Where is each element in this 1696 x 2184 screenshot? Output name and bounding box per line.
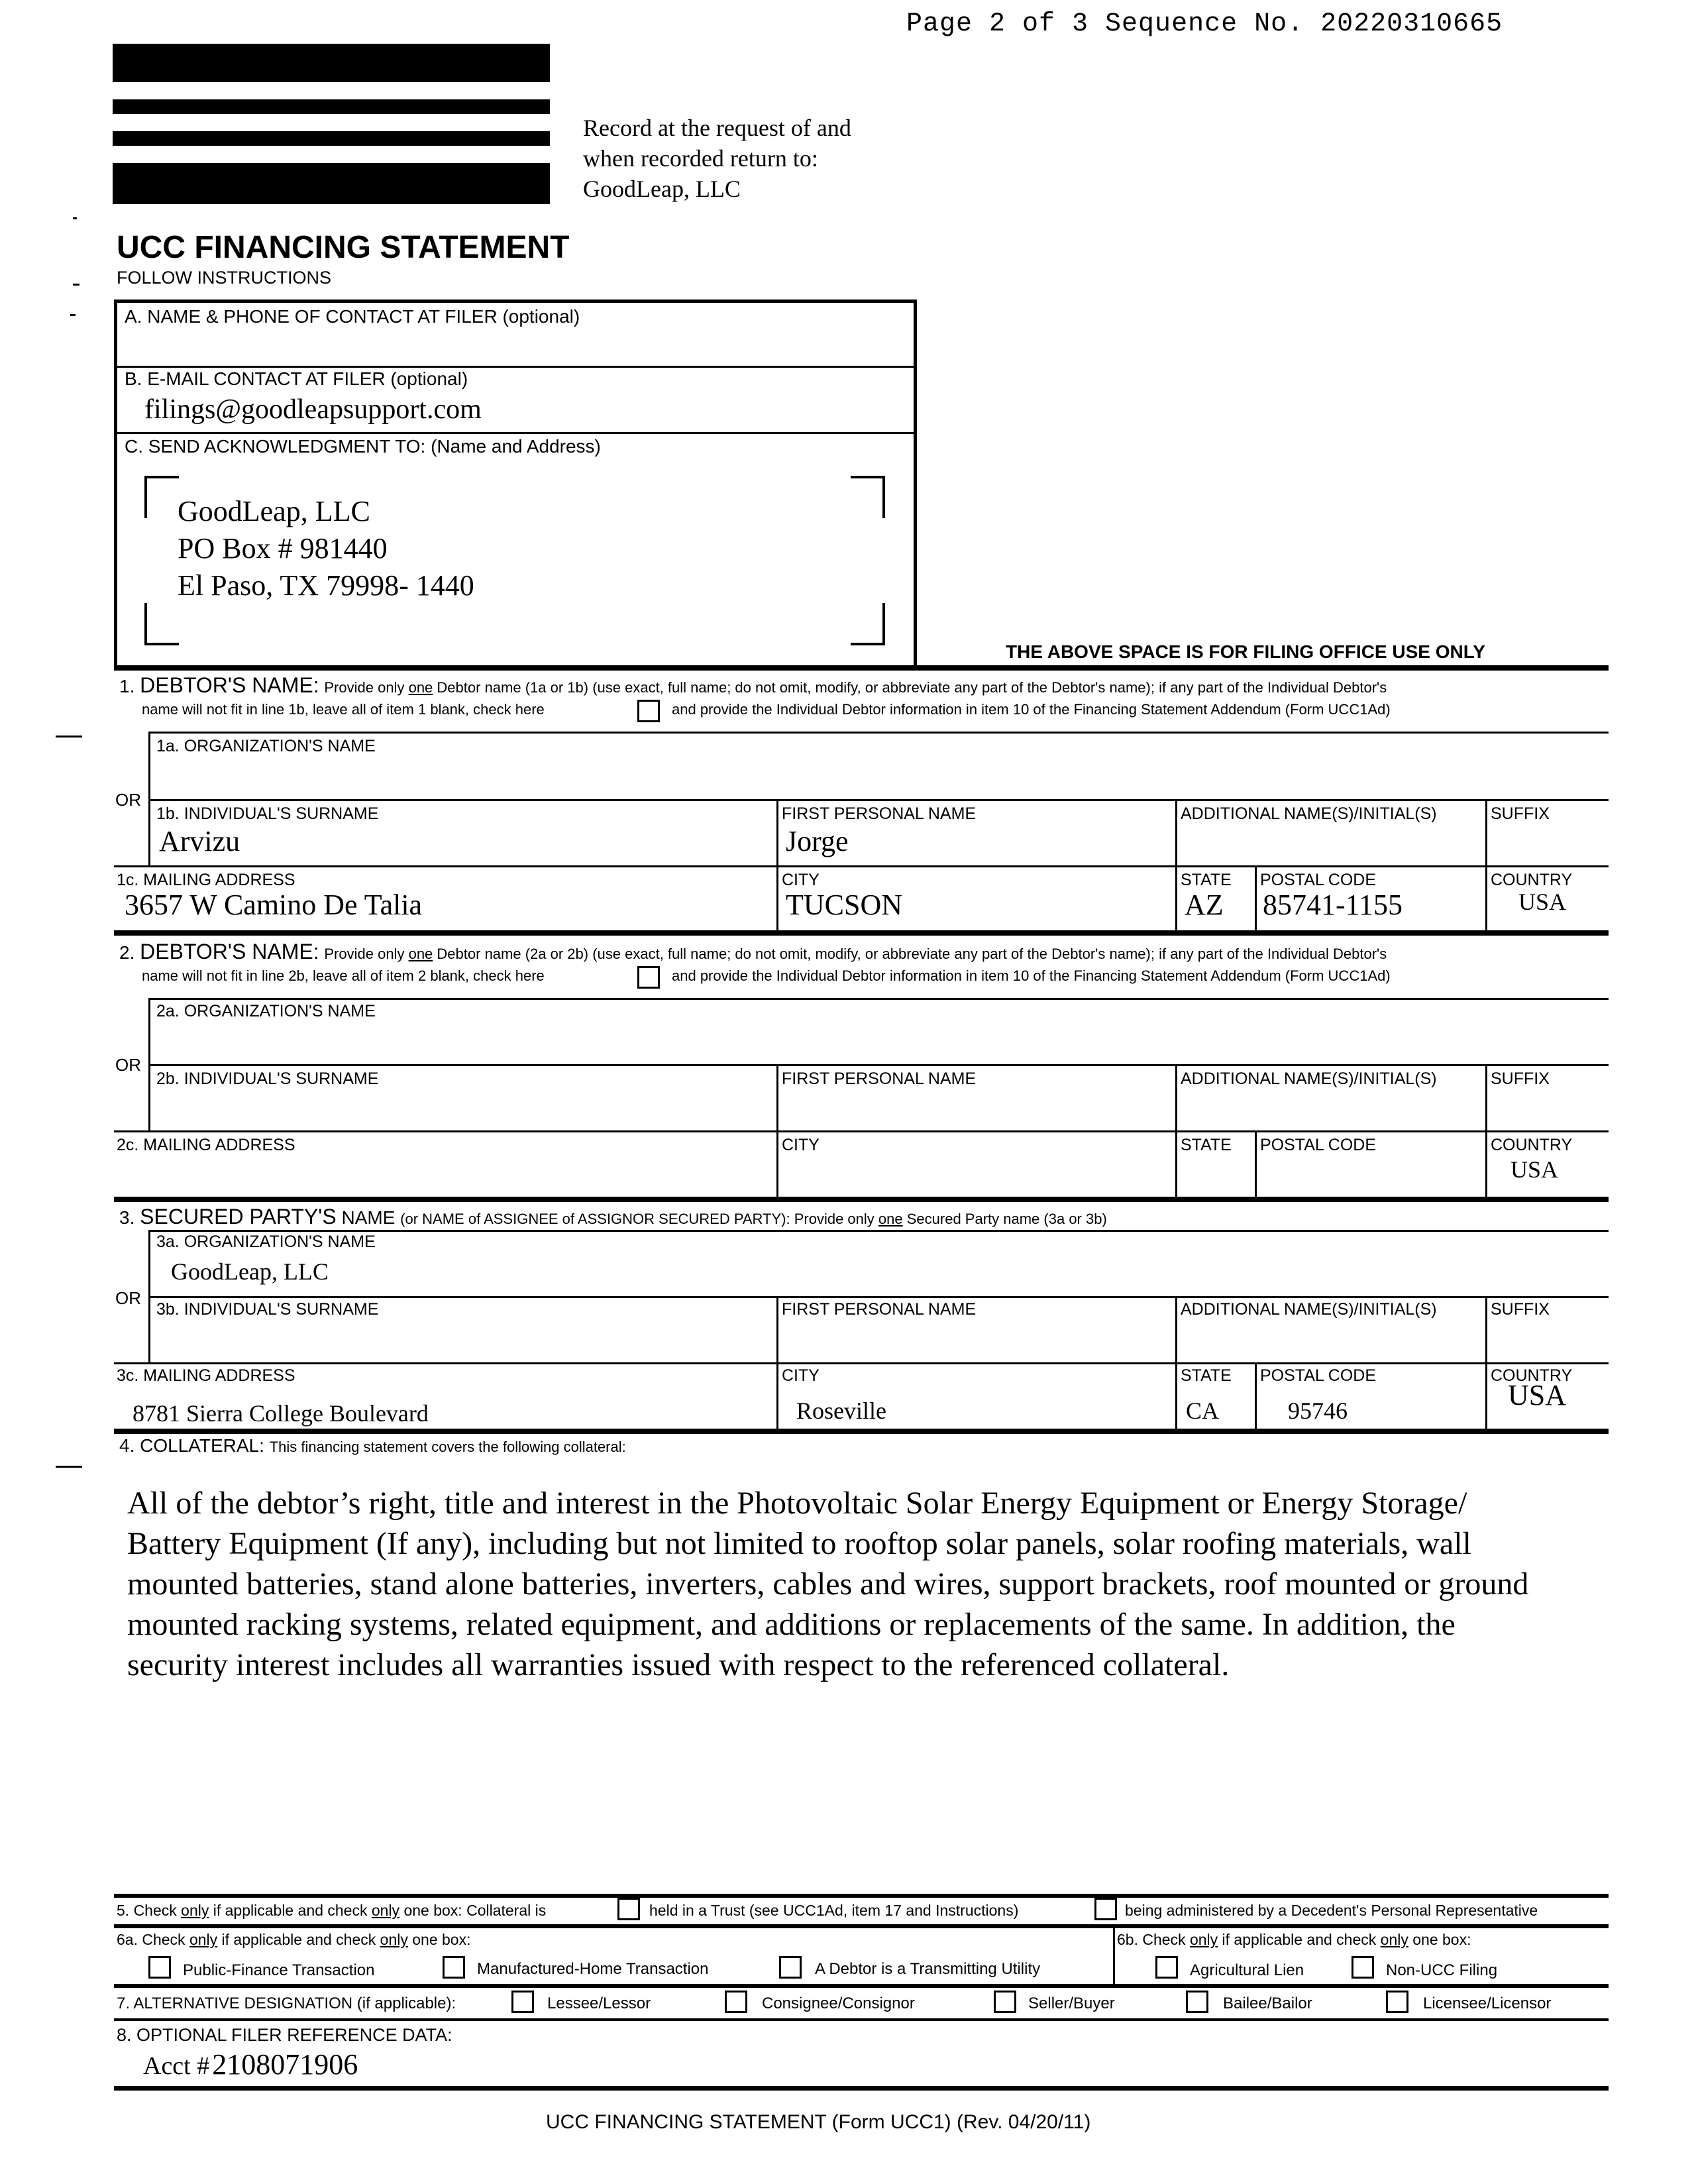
or-label: OR bbox=[115, 1288, 141, 1308]
debtor2-country: USA bbox=[1510, 1156, 1559, 1183]
section-title: DEBTOR'S NAME: bbox=[140, 673, 319, 697]
transmitting-utility-checkbox[interactable] bbox=[779, 1956, 802, 1979]
divider bbox=[1255, 1130, 1257, 1197]
country-label: COUNTRY bbox=[1491, 1366, 1573, 1385]
country-label: COUNTRY bbox=[1491, 871, 1573, 889]
acknowledgment-address bbox=[178, 493, 474, 604]
bracket-tr bbox=[851, 476, 885, 518]
instruction-text: Provide only bbox=[324, 679, 405, 696]
instruction-emphasis: only bbox=[181, 1902, 209, 1919]
secured-party-postal-code: 95746 bbox=[1288, 1397, 1348, 1424]
debtor1-city: TUCSON bbox=[786, 889, 903, 921]
instruction-emphasis: one bbox=[878, 1211, 903, 1227]
instruction-emphasis: only bbox=[371, 1902, 400, 1919]
decedent-checkbox[interactable] bbox=[1094, 1898, 1117, 1920]
margin-mark bbox=[56, 1466, 82, 1468]
section8-bottom-rule bbox=[114, 2086, 1609, 2091]
secured-party-mailing-address: 8781 Sierra College Boulevard bbox=[132, 1400, 429, 1427]
manufactured-home-label: Manufactured-Home Transaction bbox=[477, 1960, 709, 1978]
section-title: COLLATERAL: bbox=[140, 1435, 264, 1456]
additional-name-label: ADDITIONAL NAME(S)/INITIAL(S) bbox=[1181, 1069, 1437, 1088]
divider bbox=[114, 366, 917, 368]
section7-top-rule bbox=[114, 1984, 1609, 1988]
filer-email-label: B. E-MAIL CONTACT AT FILER (optional) bbox=[125, 368, 468, 389]
instruction-emphasis: only bbox=[1380, 1931, 1408, 1948]
filer-reference-label: 8. OPTIONAL FILER REFERENCE DATA: bbox=[117, 2025, 452, 2045]
surname-label: 3b. INDIVIDUAL'S SURNAME bbox=[156, 1300, 379, 1319]
alternative-designation-label: 7. ALTERNATIVE DESIGNATION (if applicable): bbox=[117, 1994, 456, 2012]
instruction-text: This financing statement covers the following collateral: bbox=[269, 1439, 626, 1455]
section1-top-rule bbox=[114, 665, 1609, 671]
additional-name-label: ADDITIONAL NAME(S)/INITIAL(S) bbox=[1181, 804, 1437, 823]
trust-option-label: held in a Trust (see UCC1Ad, item 17 and Instructions) bbox=[649, 1902, 1019, 1919]
form-title: UCC FINANCING STATEMENT bbox=[117, 230, 570, 265]
page-sequence: Page 2 of 3 Sequence No. 20220310665 bbox=[906, 9, 1503, 39]
seller-buyer-label: Seller/Buyer bbox=[1028, 1994, 1115, 2012]
public-finance-label: Public-Finance Transaction bbox=[183, 1961, 375, 1979]
divider bbox=[148, 799, 1609, 801]
surname-label: 1b. INDIVIDUAL'S SURNAME bbox=[156, 804, 379, 823]
instruction-emphasis: only bbox=[189, 1931, 218, 1948]
consignee-consignor-checkbox[interactable] bbox=[725, 1991, 747, 2013]
transmitting-utility-label: A Debtor is a Transmitting Utility bbox=[815, 1960, 1041, 1978]
divider bbox=[148, 1230, 1609, 1232]
first-name-label: FIRST PERSONAL NAME bbox=[782, 1300, 977, 1319]
section-number: 4. bbox=[119, 1435, 135, 1456]
debtor1-state: AZ bbox=[1185, 889, 1224, 921]
section1-instr-line2 bbox=[142, 701, 545, 718]
section-title: SECURED PARTY'S bbox=[140, 1205, 337, 1228]
margin-mark bbox=[56, 736, 82, 737]
collateral-line: mounted batteries, stand alone batteries, inverters, cables and wires, support brackets, roof mounted or ground bbox=[127, 1566, 1529, 1602]
org-name-label: 1a. ORGANIZATION'S NAME bbox=[156, 737, 376, 755]
collateral-line: All of the debtor’s right, title and interest in the Photovoltaic Solar Energy Equipment or Energy Storage/ bbox=[127, 1486, 1467, 1521]
follow-instructions: FOLLOW INSTRUCTIONS bbox=[117, 268, 332, 288]
margin-mark bbox=[73, 217, 77, 219]
section5-top-rule bbox=[114, 1894, 1609, 1898]
divider bbox=[1255, 865, 1257, 932]
mailing-address-label: 1c. MAILING ADDRESS bbox=[117, 871, 295, 889]
debtor1-surname: Arvizu bbox=[159, 825, 240, 857]
instruction-text: 6a. Check bbox=[117, 1931, 186, 1948]
divider bbox=[148, 998, 1609, 1000]
instruction-text: (or NAME of ASSIGNEE of ASSIGNOR SECURED PARTY): Provide only bbox=[400, 1211, 874, 1227]
decedent-option-label: being administered by a Decedent's Personal Representative bbox=[1125, 1902, 1538, 1919]
agricultural-lien-checkbox[interactable] bbox=[1155, 1956, 1178, 1979]
section-title: DEBTOR'S NAME: bbox=[140, 940, 319, 963]
first-name-label: FIRST PERSONAL NAME bbox=[782, 1069, 977, 1088]
account-reference bbox=[143, 2048, 358, 2081]
filer-email-value: filings@goodleapsupport.com bbox=[144, 394, 482, 425]
divider bbox=[148, 1064, 1609, 1066]
instruction-text: name will not fit in line 2b, leave all of item 2 blank, check here bbox=[142, 967, 545, 984]
divider bbox=[148, 1296, 1609, 1298]
debtor1-first-name: Jorge bbox=[786, 825, 849, 857]
city-label: CITY bbox=[782, 1366, 820, 1385]
trust-checkbox[interactable] bbox=[617, 1898, 640, 1920]
account-label: Acct # bbox=[143, 2052, 210, 2080]
instruction-emphasis: one bbox=[408, 679, 433, 696]
section1-instr-line3: and provide the Individual Debtor information in item 10 of the Financing Statement Addendum (Form UCC1Ad) bbox=[672, 701, 1391, 718]
instruction-text: 6b. Check bbox=[1117, 1931, 1186, 1948]
section-number: 3. bbox=[119, 1207, 135, 1228]
account-number: 2108071906 bbox=[212, 2048, 358, 2081]
instruction-text: one box: Collateral is bbox=[403, 1902, 547, 1919]
instruction-text: Provide only bbox=[324, 946, 405, 962]
public-finance-checkbox[interactable] bbox=[148, 1956, 171, 1979]
country-label: COUNTRY bbox=[1491, 1136, 1573, 1154]
redaction-bar bbox=[113, 131, 550, 146]
instruction-text: 5. Check bbox=[117, 1902, 177, 1919]
section3-top-rule bbox=[114, 1197, 1609, 1202]
licensee-licensor-checkbox[interactable] bbox=[1386, 1991, 1408, 2013]
section2-instr-line3: and provide the Individual Debtor information in item 10 of the Financing Statement Addendum (Form UCC1Ad) bbox=[672, 967, 1391, 984]
suffix-label: SUFFIX bbox=[1491, 1300, 1550, 1319]
section4-heading bbox=[119, 1435, 626, 1456]
consignee-consignor-label: Consignee/Consignor bbox=[762, 1994, 915, 2012]
non-ucc-filing-label: Non-UCC Filing bbox=[1386, 1961, 1498, 1979]
debtor1-mailing-address: 3657 W Camino De Talia bbox=[125, 889, 423, 921]
debtor1-country: USA bbox=[1518, 889, 1567, 915]
instruction-emphasis: only bbox=[1189, 1931, 1218, 1948]
instruction-text: if applicable and check bbox=[213, 1902, 368, 1919]
section-number: 1. bbox=[119, 676, 135, 696]
section3-heading bbox=[119, 1205, 1107, 1229]
manufactured-home-checkbox[interactable] bbox=[443, 1956, 465, 1979]
filing-office-note: THE ABOVE SPACE IS FOR FILING OFFICE USE ONLY bbox=[1006, 641, 1485, 662]
first-name-label: FIRST PERSONAL NAME bbox=[782, 804, 977, 823]
secured-party-country: USA bbox=[1508, 1379, 1567, 1411]
state-label: STATE bbox=[1181, 1136, 1232, 1154]
licensee-licensor-label: Licensee/Licensor bbox=[1423, 1994, 1552, 2012]
address-line: El Paso, TX 79998- 1440 bbox=[178, 569, 474, 602]
org-name-label: 3a. ORGANIZATION'S NAME bbox=[156, 1232, 376, 1251]
section5-text bbox=[117, 1902, 546, 1920]
collateral-line: Battery Equipment (If any), including but not limited to rooftop solar panels, solar roofing materials, wall bbox=[127, 1526, 1471, 1561]
divider bbox=[114, 865, 1609, 867]
instruction-text: Secured Party name (3a or 3b) bbox=[906, 1211, 1107, 1227]
address-line: GoodLeap, LLC bbox=[178, 495, 370, 527]
secured-party-org-name: GoodLeap, LLC bbox=[171, 1258, 329, 1285]
postal-code-label: POSTAL CODE bbox=[1260, 1136, 1377, 1154]
city-label: CITY bbox=[782, 1136, 820, 1154]
instruction-text: one box: bbox=[1412, 1931, 1471, 1948]
section1-check-here-checkbox[interactable] bbox=[637, 700, 660, 722]
instruction-text: one box: bbox=[412, 1931, 471, 1948]
filer-contact-label: A. NAME & PHONE OF CONTACT AT FILER (optional) bbox=[125, 306, 580, 327]
postal-code-label: POSTAL CODE bbox=[1260, 871, 1377, 889]
mailing-address-label: 2c. MAILING ADDRESS bbox=[117, 1136, 295, 1154]
mailing-address-label: 3c. MAILING ADDRESS bbox=[117, 1366, 295, 1385]
instruction-text: name will not fit in line 1b, leave all of item 1 blank, check here bbox=[142, 701, 545, 718]
secured-party-state: CA bbox=[1186, 1397, 1220, 1424]
instruction-text: if applicable and check bbox=[1222, 1931, 1377, 1948]
instruction-text: if applicable and check bbox=[221, 1931, 376, 1948]
bracket-bl bbox=[144, 603, 179, 645]
section2-check-here-checkbox[interactable] bbox=[637, 966, 660, 989]
suffix-label: SUFFIX bbox=[1491, 1069, 1550, 1088]
section4-top-rule bbox=[114, 1429, 1609, 1434]
section-number: 2. bbox=[119, 942, 135, 963]
state-label: STATE bbox=[1181, 1366, 1232, 1385]
section6a-text bbox=[117, 1931, 471, 1949]
instruction-emphasis: one bbox=[408, 946, 433, 962]
bracket-tl bbox=[144, 476, 179, 518]
redaction-bar bbox=[113, 163, 550, 204]
secured-party-city: Roseville bbox=[796, 1397, 886, 1424]
divider bbox=[114, 1362, 1609, 1364]
state-label: STATE bbox=[1181, 871, 1232, 889]
instruction-text: Debtor name (2a or 2b) (use exact, full name; do not omit, modify, or abbreviate any part of the Debtor's name); if any part of the Individual Debtor's bbox=[437, 946, 1387, 962]
collateral-line: mounted racking systems, related equipment, and additions or replacements of the same. In addition, the bbox=[127, 1607, 1456, 1642]
divider bbox=[148, 732, 1609, 734]
bailee-bailor-label: Bailee/Bailor bbox=[1223, 1994, 1312, 2012]
margin-mark bbox=[70, 314, 76, 316]
section8-top-rule bbox=[114, 2018, 1609, 2021]
divider bbox=[148, 732, 150, 865]
bracket-br bbox=[851, 603, 885, 645]
section-title-name: NAME bbox=[341, 1207, 396, 1228]
section6b-text bbox=[1117, 1931, 1471, 1949]
surname-label: 2b. INDIVIDUAL'S SURNAME bbox=[156, 1069, 379, 1088]
lessee-lessor-label: Lessee/Lessor bbox=[547, 1994, 651, 2012]
seller-buyer-checkbox[interactable] bbox=[994, 1991, 1016, 2013]
divider bbox=[114, 1130, 1609, 1132]
debtor1-postal-code: 85741-1155 bbox=[1263, 889, 1403, 921]
redaction-bar bbox=[113, 99, 550, 114]
agricultural-lien-label: Agricultural Lien bbox=[1190, 1961, 1304, 1979]
record-request bbox=[583, 113, 851, 204]
or-label: OR bbox=[115, 790, 141, 810]
city-label: CITY bbox=[782, 871, 820, 889]
form-footer: UCC FINANCING STATEMENT (Form UCC1) (Rev. 04/20/11) bbox=[546, 2111, 1091, 2133]
section6-top-rule bbox=[114, 1924, 1609, 1928]
instruction-emphasis: only bbox=[380, 1931, 408, 1948]
redaction-bar bbox=[113, 44, 550, 82]
divider bbox=[1113, 1924, 1115, 1985]
divider bbox=[114, 432, 917, 434]
or-label: OR bbox=[115, 1055, 141, 1075]
postal-code-label: POSTAL CODE bbox=[1260, 1366, 1377, 1385]
section2-heading bbox=[119, 940, 1387, 964]
instruction-text: Debtor name (1a or 1b) (use exact, full name; do not omit, modify, or abbreviate any part of the Debtor's name); if any part of the Individual Debtor's bbox=[437, 679, 1387, 696]
collateral-line: security interest includes all warranties issued with respect to the referenced collateral. bbox=[127, 1647, 1230, 1682]
margin-mark bbox=[73, 284, 80, 286]
acknowledgment-label: C. SEND ACKNOWLEDGMENT TO: (Name and Address) bbox=[125, 436, 601, 457]
record-request-line: GoodLeap, LLC bbox=[583, 176, 741, 202]
section1-heading bbox=[119, 673, 1387, 698]
record-request-line: Record at the request of and bbox=[583, 115, 851, 141]
divider bbox=[1255, 1362, 1257, 1431]
section2-instr-line2 bbox=[142, 967, 545, 985]
address-line: PO Box # 981440 bbox=[178, 532, 388, 565]
bailee-bailor-checkbox[interactable] bbox=[1186, 1991, 1208, 2013]
collateral-description bbox=[127, 1483, 1528, 1685]
lessee-lessor-checkbox[interactable] bbox=[511, 1991, 534, 2013]
section2-top-rule bbox=[114, 930, 1609, 936]
non-ucc-filing-checkbox[interactable] bbox=[1352, 1956, 1374, 1979]
org-name-label: 2a. ORGANIZATION'S NAME bbox=[156, 1002, 376, 1020]
suffix-label: SUFFIX bbox=[1491, 804, 1550, 823]
record-request-line: when recorded return to: bbox=[583, 145, 818, 172]
filer-box bbox=[114, 300, 917, 669]
additional-name-label: ADDITIONAL NAME(S)/INITIAL(S) bbox=[1181, 1300, 1437, 1319]
